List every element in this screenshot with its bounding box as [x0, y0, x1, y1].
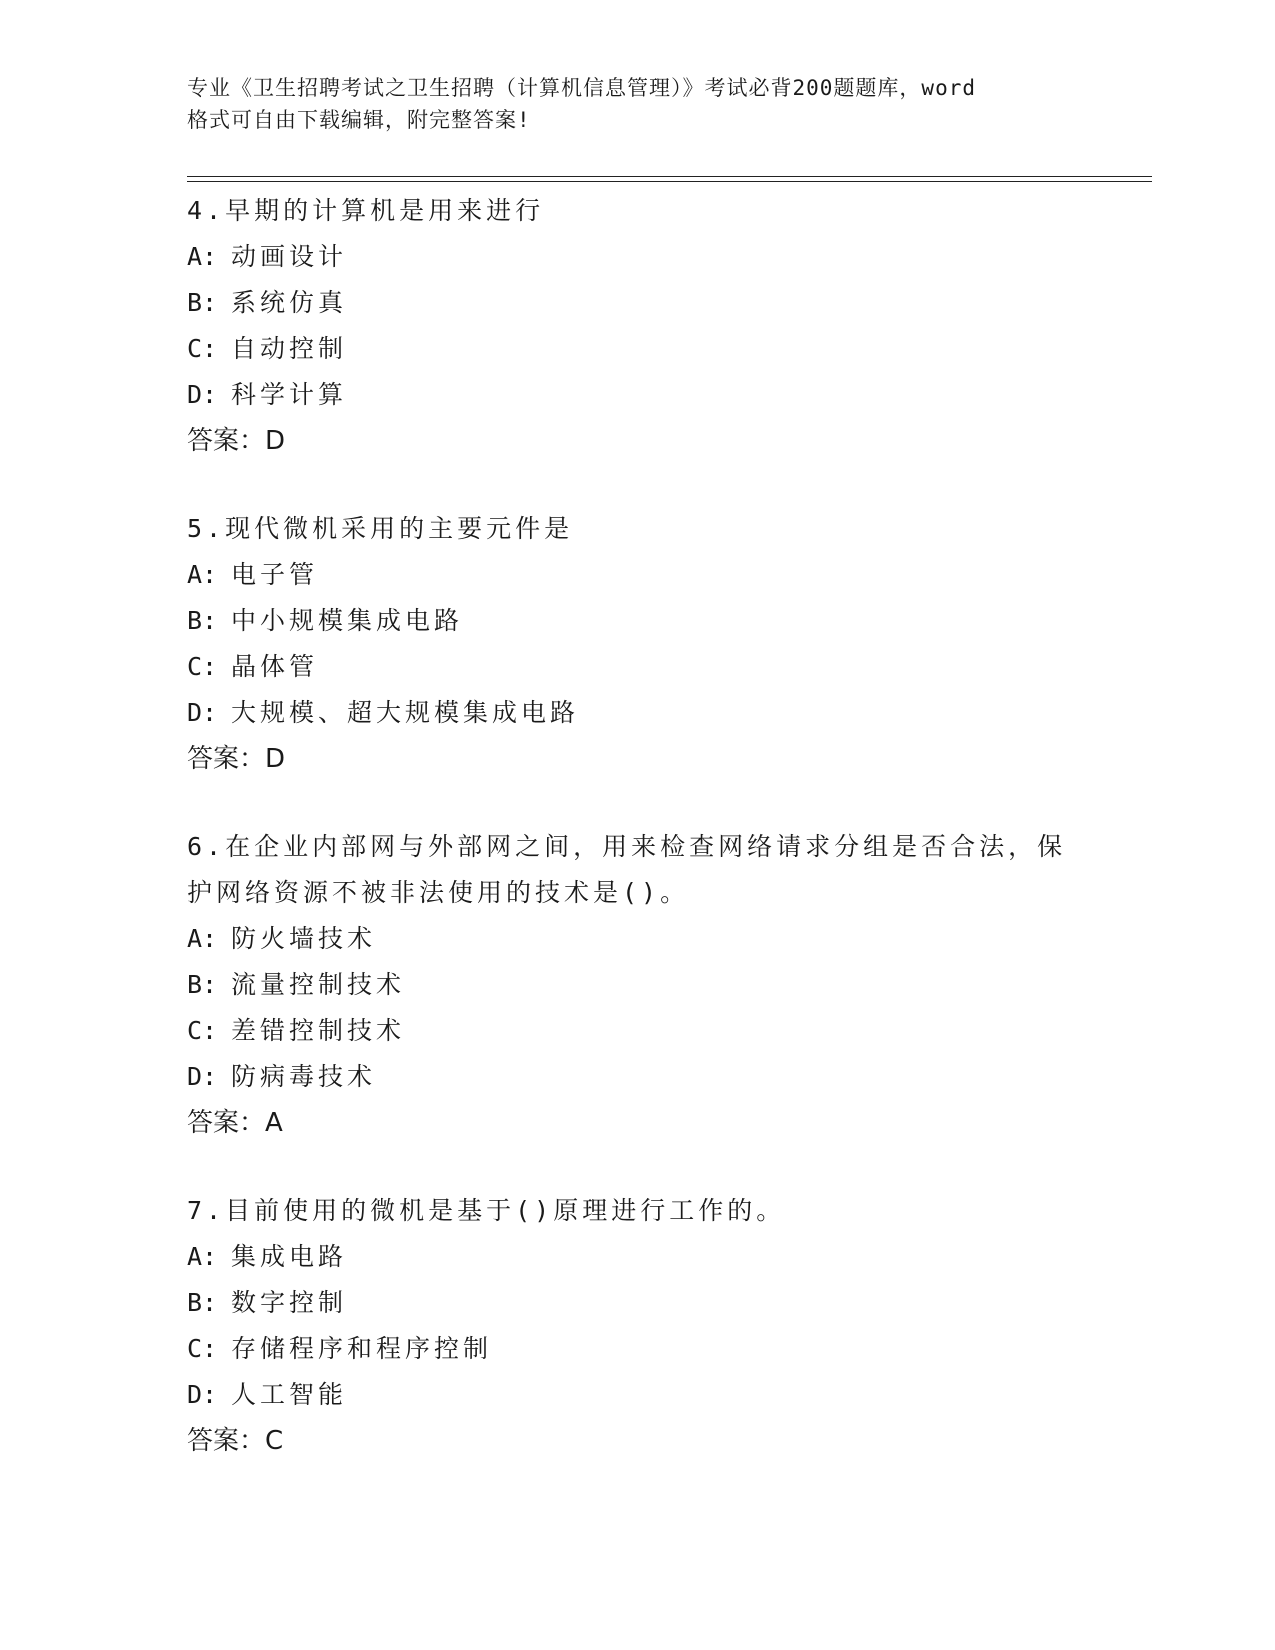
- option-letter: B:: [187, 1288, 218, 1317]
- option-text: 科学计算: [231, 380, 348, 409]
- option-text: 差错控制技术: [231, 1016, 406, 1045]
- question-stem: [187, 188, 1087, 234]
- option-text: 中小规模集成电路: [231, 606, 464, 635]
- header-line-1: 专业《卫生招聘考试之卫生招聘（计算机信息管理）》考试必背200题题库，word: [187, 76, 976, 100]
- option-letter: B:: [187, 288, 218, 317]
- option-b: [187, 598, 1087, 644]
- option-letter: B:: [187, 970, 218, 999]
- option-letter: D:: [187, 698, 218, 727]
- option-c: [187, 1326, 1087, 1372]
- option-text: 集成电路: [231, 1242, 348, 1271]
- question-stem: [187, 1188, 1087, 1234]
- option-text: 晶体管: [231, 652, 319, 681]
- question-stem: [187, 824, 1087, 916]
- option-text: 数字控制: [231, 1288, 348, 1317]
- option-a: [187, 234, 1087, 280]
- answer-line: 答案：D: [187, 426, 286, 456]
- option-letter: A:: [187, 560, 218, 589]
- option-b: [187, 1280, 1087, 1326]
- option-letter: C:: [187, 1334, 218, 1363]
- question-stem: [187, 506, 1087, 552]
- option-letter: C:: [187, 334, 218, 363]
- option-a: [187, 916, 1087, 962]
- option-text: 存储程序和程序控制: [231, 1334, 493, 1363]
- option-c: [187, 1008, 1087, 1054]
- question-6: [187, 824, 1087, 1146]
- option-text: 电子管: [231, 560, 319, 589]
- header-divider-top: [187, 176, 1152, 177]
- option-text: 防火墙技术: [231, 924, 377, 953]
- option-letter: A:: [187, 242, 218, 271]
- question-5: [187, 506, 1087, 782]
- question-stem-line: 6.在企业内部网与外部网之间，用来检查网络请求分组是否合法，保: [187, 832, 1067, 861]
- question-7: [187, 1188, 1087, 1464]
- header-line-2: 格式可自由下载编辑，附完整答案!: [187, 108, 531, 132]
- option-d: [187, 690, 1087, 736]
- answer-line: 答案：C: [187, 1426, 284, 1456]
- option-letter: B:: [187, 606, 218, 635]
- question-4: [187, 188, 1087, 464]
- option-letter: C:: [187, 652, 218, 681]
- option-d: [187, 1054, 1087, 1100]
- option-letter: C:: [187, 1016, 218, 1045]
- document-header: [187, 72, 1087, 136]
- answer-line: 答案：D: [187, 744, 286, 774]
- option-text: 流量控制技术: [231, 970, 406, 999]
- option-c: [187, 644, 1087, 690]
- option-a: [187, 1234, 1087, 1280]
- option-letter: D:: [187, 1062, 218, 1091]
- question-list: [187, 188, 1087, 1506]
- question-stem-line: 4.早期的计算机是用来进行: [187, 196, 545, 225]
- option-b: [187, 962, 1087, 1008]
- option-text: 人工智能: [231, 1380, 348, 1409]
- option-a: [187, 552, 1087, 598]
- answer-line: 答案：A: [187, 1108, 283, 1138]
- question-stem-line: 7.目前使用的微机是基于()原理进行工作的。: [187, 1196, 786, 1225]
- option-text: 自动控制: [231, 334, 348, 363]
- option-text: 动画设计: [231, 242, 348, 271]
- option-text: 系统仿真: [231, 288, 348, 317]
- question-stem-line: 护网络资源不被非法使用的技术是()。: [187, 878, 690, 907]
- option-d: [187, 1372, 1087, 1418]
- question-stem-line: 5.现代微机采用的主要元件是: [187, 514, 574, 543]
- option-b: [187, 280, 1087, 326]
- option-letter: A:: [187, 924, 218, 953]
- option-c: [187, 326, 1087, 372]
- header-divider-bottom: [187, 181, 1152, 182]
- option-letter: D:: [187, 380, 218, 409]
- option-d: [187, 372, 1087, 418]
- option-letter: A:: [187, 1242, 218, 1271]
- option-letter: D:: [187, 1380, 218, 1409]
- option-text: 大规模、超大规模集成电路: [231, 698, 580, 727]
- option-text: 防病毒技术: [231, 1062, 377, 1091]
